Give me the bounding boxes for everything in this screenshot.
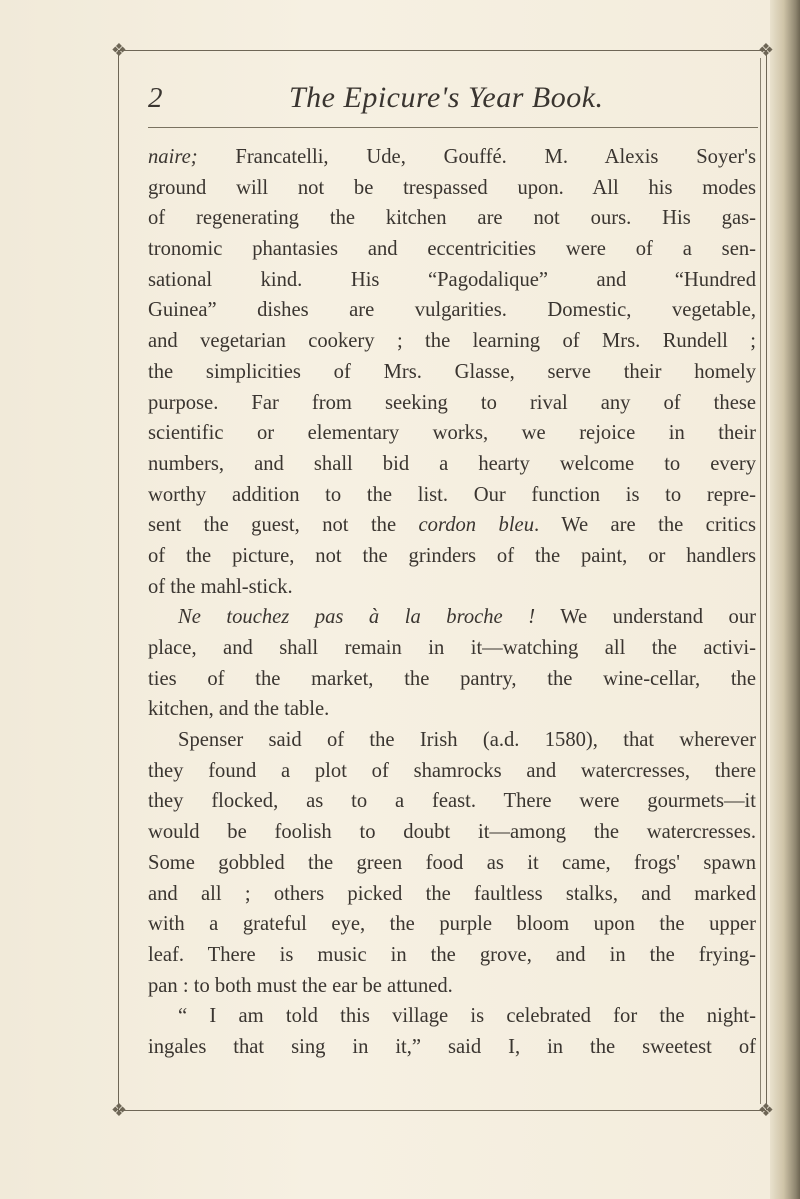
corner-ornament-icon: ❖	[110, 1100, 128, 1120]
text-line: they found a plot of shamrocks and watercresses, there	[148, 759, 756, 782]
text-line: sational kind. His “Pagodalique” and “Hundred	[148, 268, 756, 291]
text-line: Some gobbled the green food as it came, frogs' spawn	[148, 851, 756, 874]
text-line: tronomic phantasies and eccentricities were of a sen-	[148, 238, 756, 261]
body-text	[148, 142, 756, 1063]
border-bottom-rule	[118, 1110, 766, 1111]
running-head: The Epicure's Year Book.	[289, 81, 604, 114]
text-line: they flocked, as to a feast. There were gourmets—it	[148, 790, 756, 813]
text-line: Spenser said of the Irish (a.d. 1580), that wherever	[178, 729, 756, 752]
text-line: pan : to both must the ear be attuned.	[148, 974, 453, 997]
corner-ornament-icon: ❖	[110, 40, 128, 60]
text-line: of the mahl-stick.	[148, 575, 293, 598]
border-right-inner-rule	[760, 58, 761, 1104]
corner-ornament-icon: ❖	[757, 1100, 775, 1120]
text-line: naire; Francatelli, Ude, Gouffé. M. Alexis Soyer's	[148, 146, 756, 168]
text-line: kitchen, and the table.	[148, 698, 330, 721]
text-line: ties of the market, the pantry, the wine-cellar, the	[148, 667, 756, 690]
text-line: place, and shall remain in it—watching all the activi-	[148, 637, 756, 659]
text-line: leaf. There is music in the grove, and in the frying-	[148, 943, 756, 966]
corner-ornament-icon: ❖	[757, 40, 775, 60]
text-line: Guinea” dishes are vulgarities. Domestic, vegetable,	[148, 299, 756, 322]
border-top-rule	[118, 50, 766, 51]
text-line: purpose. Far from seeking to rival any of these	[148, 391, 756, 414]
border-left-rule	[118, 50, 119, 1110]
page-edge-shadow	[770, 0, 800, 1199]
text-line: of the picture, not the grinders of the paint, or handlers	[148, 544, 756, 567]
text-line: and all ; others picked the faultless stalks, and marked	[148, 882, 756, 905]
text-line: with a grateful eye, the purple bloom upon the upper	[148, 913, 756, 936]
text-line: “ I am told this village is celebrated for the night-	[178, 1005, 756, 1028]
text-line: numbers, and shall bid a hearty welcome to every	[148, 452, 756, 475]
text-line: worthy addition to the list. Our function is to repre-	[148, 483, 756, 506]
border-right-rule	[766, 50, 767, 1110]
page-header	[148, 78, 748, 128]
text-line: of regenerating the kitchen are not ours. His gas-	[148, 207, 756, 230]
text-line: would be foolish to doubt it—among the watercresses.	[148, 821, 756, 844]
text-line: scientific or elementary works, we rejoice in their	[148, 422, 756, 445]
text-line: and vegetarian cookery ; the learning of Mrs. Rundell ;	[148, 330, 756, 353]
text-line: the simplicities of Mrs. Glasse, serve their homely	[148, 360, 756, 383]
text-line: ground will not be trespassed upon. All his modes	[148, 176, 756, 199]
page-number: 2	[148, 82, 163, 114]
header-rule	[148, 127, 758, 128]
text-line: Ne touchez pas à la broche ! We understand our	[178, 606, 756, 629]
text-line: sent the guest, not the cordon bleu. We are the critics	[148, 514, 757, 537]
text-line: ingales that sing in it,” said I, in the sweetest of	[148, 1035, 756, 1058]
